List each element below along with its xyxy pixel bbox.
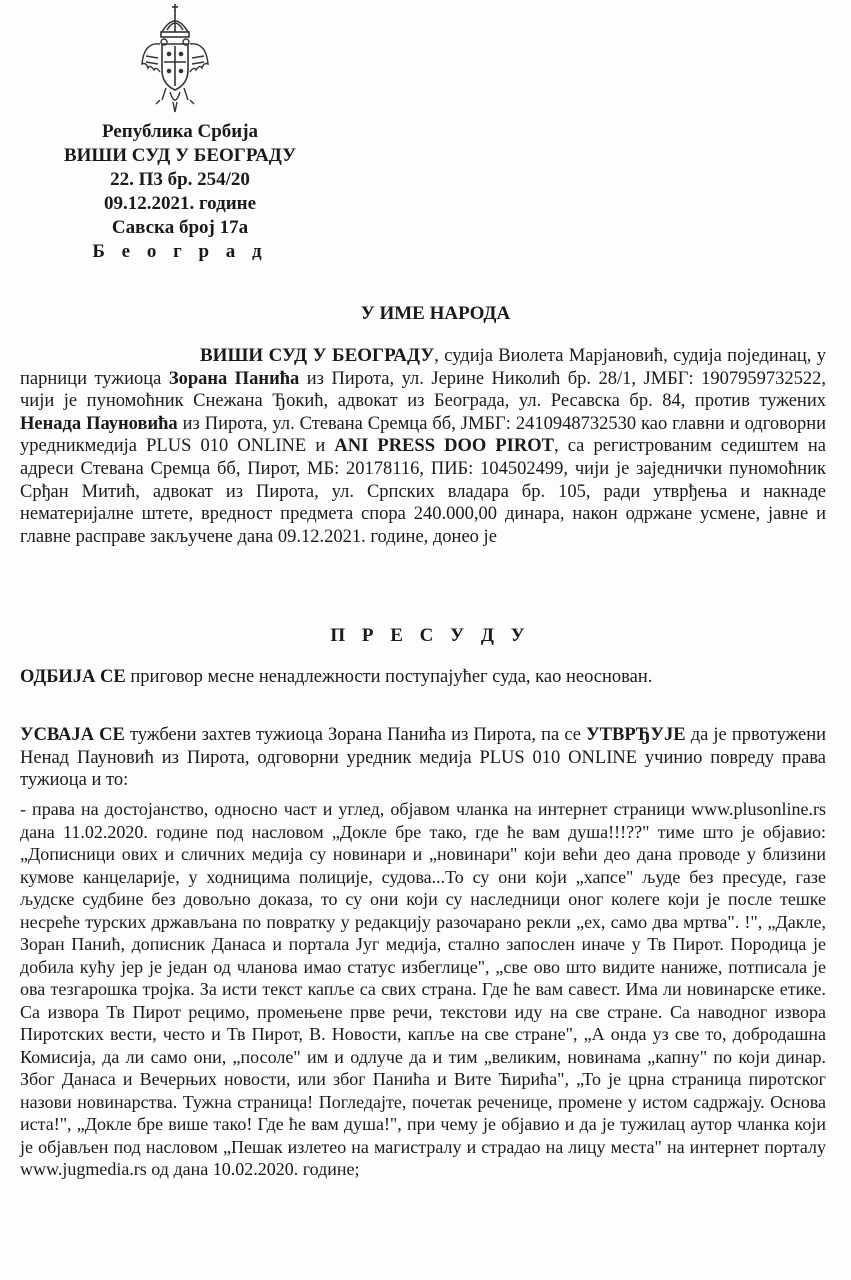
acceptance-text-1: тужбени захтев тужиоца Зорана Панића из Пирота, па се: [124, 725, 587, 745]
establishes-word: УТВРЂУЈЕ: [586, 725, 686, 745]
court-address: Савска број 17а: [111, 217, 249, 238]
rejection-paragraph: [20, 666, 826, 689]
in-the-name-of-people-heading: У ИМЕ НАРОДА: [360, 303, 511, 324]
rejection-lead: ОДБИЈА СЕ: [20, 667, 126, 687]
intro-text-1: , судија Виолета Марјановић, судија појединац, у парници тужиоца: [20, 346, 826, 389]
coat-of-arms-icon: [140, 4, 210, 118]
intro-text-3: из Пирота, ул. Стевана Сремца бб, ЈМБГ: 2410948732530 као главни и одговорни уредникмедија PLUS 010 ONLINE и: [20, 413, 826, 457]
defendant-2-name: ANI PRESS DOO PIROT: [334, 436, 554, 457]
case-number: 22. П3 бр. 254/20: [110, 169, 250, 190]
intro-text-4: , са регистрованим седиштем на адреси Стевана Сремца бб, Пирот, МБ: 20178116, ПИБ: 104502499, чији је заједнички пуномоћник Срђан Митић, адвокат из Пирота, ул. Српских владара бр. 105, ради утврђења и накнаде нематеријалне штете, вредност предмета спора 240.000,00 динара, након одржане усмене, јавне и главне расправе закључене дана 09.12.2021. године, донео је: [20, 436, 826, 547]
intro-paragraph: [20, 345, 826, 548]
plaintiff-name: Зорана Панића: [168, 368, 300, 389]
court-header: [30, 120, 330, 264]
defendant-1-name: Ненада Пауновића: [20, 413, 178, 434]
verdict-date: 09.12.2021. године: [103, 193, 257, 214]
acceptance-lead: УСВАЈА СЕ: [20, 725, 125, 745]
intro-court-name: ВИШИ СУД У БЕОГРАДУ: [200, 345, 435, 366]
court-city: Б е о г р а д: [92, 241, 268, 262]
acceptance-paragraph: [20, 724, 826, 792]
rejection-text: приговор месне ненадлежности поступајућег суда, као неоснован.: [125, 667, 653, 687]
intro-text-2: из Пирота, ул. Јерине Николић бр. 28/1, ЈМБГ: 1907959732522, чији је пуномоћник Снежана Ђокић, адвокат из Београда, ул. Ресавска бр. 84, против тужених: [20, 368, 826, 412]
country-name: Република Србија: [101, 121, 259, 142]
violation-list-item: - права на достојанство, односно част и углед, објавом чланка на интернет страници www.plusonline.rs дана 11.02.2020. године под насловом „Докле бре тако, где ће вам душа!!!??" тиме што је објавио: „Дописници ових и сличних медија су новинари и „новинари" који већи део дана проводе у близини кумове канцеларије, у ходницима полиције, судова...То су они који „хапсе" људе без пресуде, газе људске судбине без довољно доказа, то су они који су наследници оног колеге који је после тешке несреће турских држављана по повратку у редакцију разочарано рекли „ех, само два мртва". !", „Дакле, Зоран Панић, дописник Данаса и портала Југ медија, стално запослен иначе у Тв Пирот. Породица је добила кућу јер је један од чланова имао статус избеглице", „све ово што видите наниже, потписала је ова тезгарошка тројка. За исти текст капље са свих страна. Где ће вам савест. Има ли новинарске етике. Са извора Тв Пирот рецимо, промењене прве речи, текстови иду на све стране. Са наводног извора Пиротских вести, често и Тв Пирот, В. Новости, капље на све стране", „А онда уз све то, добродашна Комисија, да ли само они, „посоле" им и одлуче да и тим „великим, новинама „капну" по који динар. Због Данаса и Вечерњих новости, или због Панића и Вите Ћирића", „То је црна страница пиротског назови новинарства. Тужна страница! Погледајте, почетак реченице, промене у истом садржају. Основа иста!", „Докле бре више тако! Где ће вам душа!", при чему је објавио и да је тужилац аутор чланка који је објављен под насловом „Пешак излетео на магистралу и страдао на лицу места" на интернет порталу www.jugmedia.rs од дана 10.02.2020. године;: [20, 799, 826, 1179]
verdict-heading: П Р Е С У Д У: [330, 625, 531, 646]
acceptance-text-2: да је првотужени Ненад Пауновић из Пирота, одговорни уредник медија PLUS 010 ONLINE учинио повреду права тужиоца и то:: [20, 725, 827, 791]
court-name: ВИШИ СУД У БЕОГРАДУ: [63, 145, 297, 166]
